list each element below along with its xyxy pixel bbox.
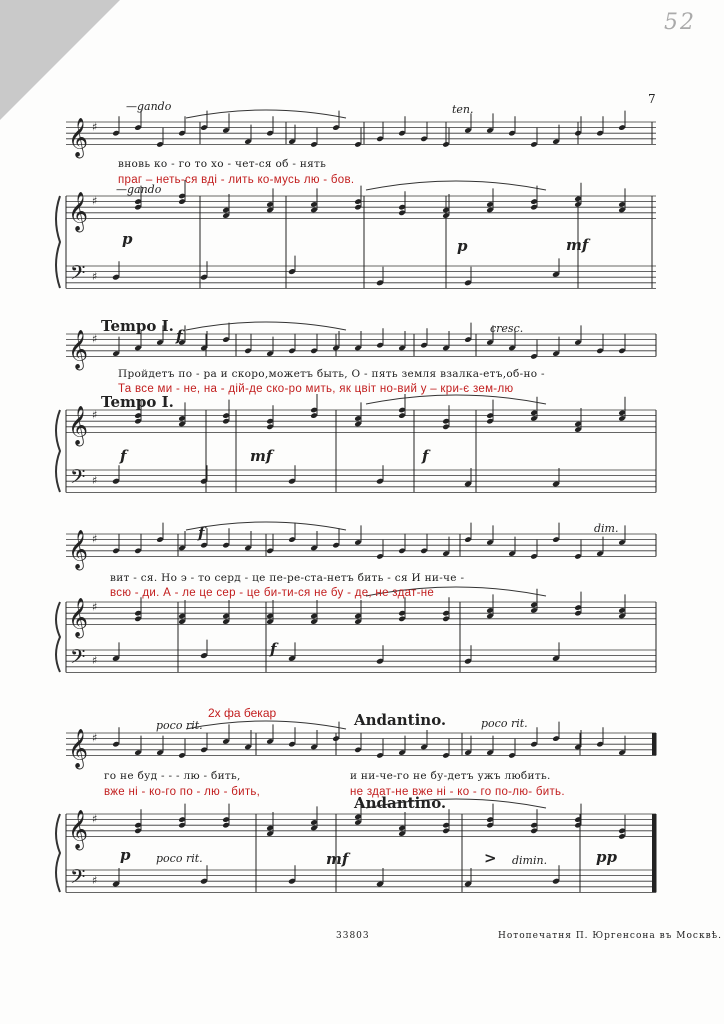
dynamic-p: p	[120, 846, 131, 864]
final-barline	[652, 814, 656, 892]
tempo-marking-voice: Tempo I.	[101, 317, 174, 335]
slur	[366, 181, 546, 190]
treble-clef: 𝄞	[68, 191, 89, 232]
dynamic-f: f	[422, 447, 429, 465]
lyrics-ru-system-2: Пройдетъ по - ра и скоро,можетъ быть, О - пять земля взалка-етъ,об-но -	[118, 368, 545, 380]
piano-brace	[56, 814, 60, 892]
dynamic-f: f	[120, 447, 127, 465]
corner-page-mark: 52	[664, 10, 696, 35]
sharp-sign: ♯	[92, 812, 98, 826]
gando-piano-marking: —gando	[116, 183, 162, 196]
sharp-sign: ♯	[92, 332, 98, 346]
sharp-sign: ♯	[92, 731, 98, 745]
dynamic-p: p	[457, 237, 468, 255]
andantino-marking-piano: Andantino.	[354, 794, 447, 812]
treble-clef: 𝄞	[68, 728, 89, 769]
dimin-marking: dimin.	[512, 854, 548, 867]
slur	[186, 322, 346, 330]
slur	[186, 110, 346, 118]
sharp-sign: ♯	[92, 270, 98, 284]
slur	[186, 522, 346, 530]
dynamic-f: f	[270, 640, 277, 658]
treble-clef: 𝄞	[68, 529, 89, 570]
andantino-marking-voice: Andantino.	[354, 711, 447, 729]
sharp-sign: ♯	[92, 194, 98, 208]
dynamic-f: f	[198, 524, 205, 542]
accent-mark: >	[484, 849, 497, 867]
lyrics-ua-system-2: Та все ми - не, на - дій-де ско-ро мить, як цвіт но-вий у – кри-є зем-лю	[118, 383, 514, 395]
lyrics-ru-system-4b: и ни-че-го не бу-детъ ужъ любить.	[350, 770, 551, 782]
poco-rit-marking: poco rit.	[481, 717, 528, 730]
treble-clef: 𝄞	[68, 597, 89, 638]
dynamic-mf: mf	[566, 236, 589, 254]
treble-clef: 𝄞	[68, 405, 89, 446]
ten-marking: ten.	[452, 103, 474, 116]
bass-clef: 𝄢	[70, 260, 86, 289]
sharp-sign: ♯	[92, 120, 98, 134]
bass-clef: 𝄢	[70, 464, 86, 493]
lyrics-ru-system-3: вит - ся. Но э - то серд - це пе-ре-ста-нетъ бить - ся И ни-че -	[110, 572, 465, 584]
sharp-sign: ♯	[92, 600, 98, 614]
slur	[186, 721, 346, 729]
dim-marking: dim.	[594, 522, 619, 535]
sharp-sign: ♯	[92, 474, 98, 488]
final-barline	[652, 733, 656, 755]
piano-brace	[56, 196, 60, 288]
dynamic-mf: mf	[326, 850, 349, 868]
treble-clef: 𝄞	[68, 809, 89, 850]
dynamic-pp: pp	[596, 848, 617, 866]
lyrics-ru-system-4a: го не буд - - - лю - бить,	[104, 770, 241, 782]
lyrics-ua-system-1: праг – неть-ся вді - лить ко-мусь лю - бов.	[118, 174, 355, 186]
dynamic-p: p	[122, 230, 133, 248]
handwritten-annotation: 2x фа бекар	[208, 706, 277, 720]
dynamic-mf: mf	[250, 447, 273, 465]
plate-number: 33803	[336, 931, 370, 941]
sharp-sign: ♯	[92, 408, 98, 422]
sharp-sign: ♯	[92, 532, 98, 546]
publisher-imprint: Нотопечатня П. Юргенсона въ Москвѣ.	[498, 931, 722, 941]
lyrics-ua-system-4a: вже ні - ко-го по - лю - бить,	[104, 786, 261, 798]
piano-brace	[56, 602, 60, 672]
dynamic-f: f	[176, 327, 183, 345]
bass-clef: 𝄢	[70, 644, 86, 673]
treble-clef: 𝄞	[68, 117, 89, 158]
treble-clef: 𝄞	[68, 329, 89, 370]
slur	[366, 395, 546, 404]
tempo-marking-piano: Tempo I.	[101, 393, 174, 411]
poco-rit-piano-marking: poco rit.	[156, 852, 203, 865]
lyrics-ua-system-3: всю - ди. А - ле це сер - це би-ти-ся не бу - де, не здат-не	[110, 587, 435, 599]
cresc-marking: cresc.	[490, 322, 524, 335]
sharp-sign: ♯	[92, 654, 98, 668]
page-number: 7	[648, 92, 656, 106]
lyrics-ua-system-4b: не здат-не вже ні - ко - го по-лю- бить.	[350, 786, 565, 798]
poco-rit-marking: poco rit.	[156, 719, 203, 732]
sharp-sign: ♯	[92, 874, 98, 888]
gando-voice-marking: —gando	[126, 100, 172, 113]
lyrics-ru-system-1: вновь ко - го то хо - чет-ся об - нять	[118, 158, 327, 170]
bass-clef: 𝄢	[70, 864, 86, 893]
piano-brace	[56, 410, 60, 492]
